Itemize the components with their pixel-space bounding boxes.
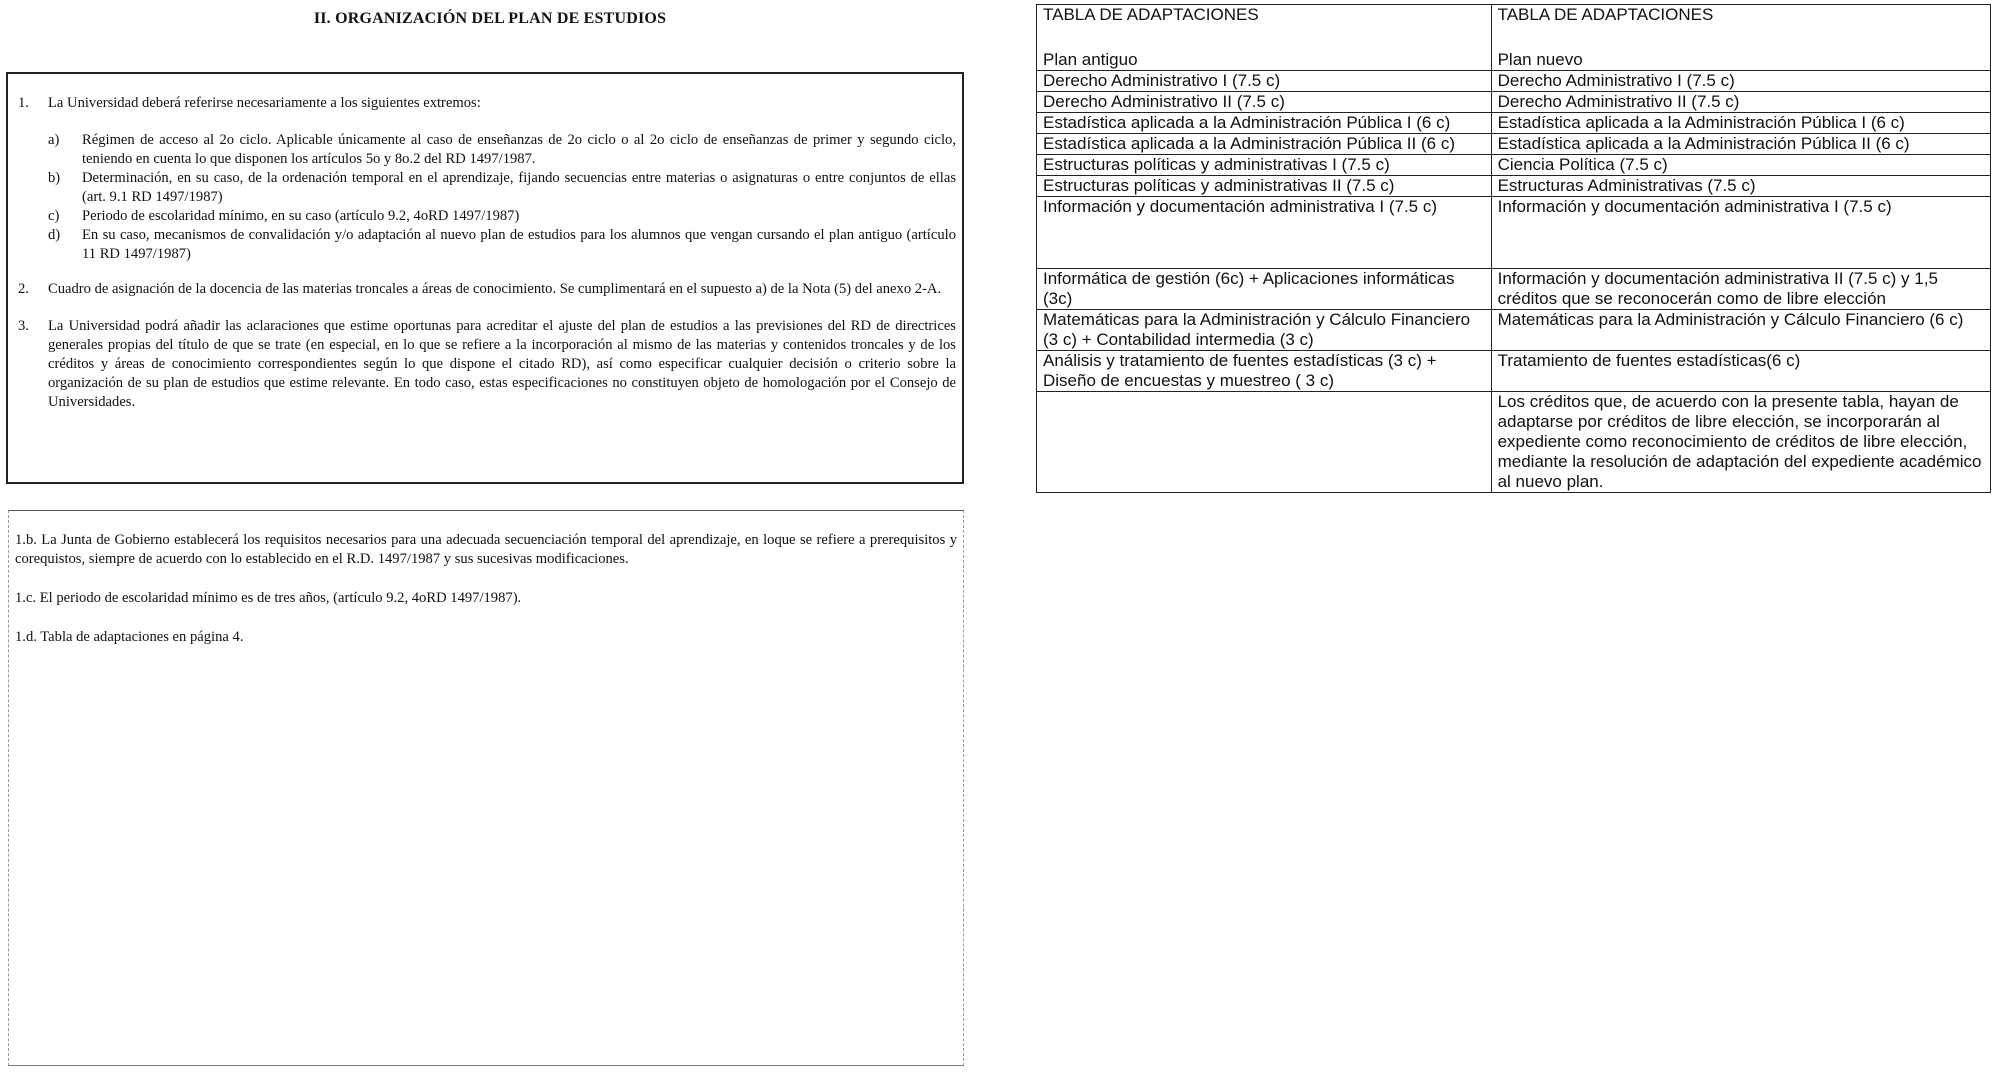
sub-item-d [48,226,956,264]
table-row [1037,197,1991,269]
table-row [1037,269,1991,310]
table-header-row [1037,5,1991,71]
note-1c: 1.c. El periodo de escolaridad mínimo es de tres años, (artículo 9.2, 4oRD 1497/1987). [15,590,522,606]
sub-item-b [48,169,956,207]
note-1d: 1.d. Tabla de adaptaciones en página 4. [15,629,244,645]
cell-old [1037,392,1492,493]
cell-old: Informática de gestión (6c) + Aplicaciones informáticas (3c) [1037,269,1492,310]
table-row [1037,113,1991,134]
cell-new: Derecho Administrativo II (7.5 c) [1491,92,1990,113]
sub-letter: c) [48,208,60,224]
organization-notes-box [8,510,964,1066]
sub-letter: a) [48,132,60,148]
adaptation-table [1036,4,1991,493]
cell-old: Matemáticas para la Administración y Cálculo Financiero (3 c) + Contabilidad intermedia (3 c) [1037,310,1492,351]
table-row [1037,155,1991,176]
item-text: La Universidad podrá añadir las aclaraciones que estime oportunas para acreditar el ajuste del plan de estudios a las previsiones del RD de directrices generales propias del título de que se trate (en especial, en lo que se refiere a la incorporación al mismo de las materias y contenidos troncales y de los créditos y áreas de conocimiento correspondientes según lo que dispone el citado RD), así como especificar cualquier decisión o criterio sobre la organización de su plan de estudios que estime relevante. En todo caso, estas especificaciones no constituyen objeto de homologación por el Consejo de Universidades. [48,318,956,410]
cell-new: Estadística aplicada a la Administración Pública I (6 c) [1491,113,1990,134]
header-subtitle: Plan antiguo [1043,50,1138,69]
header-title: TABLA DE ADAPTACIONES [1043,5,1259,24]
sub-item-c [48,207,956,226]
instruction-item-2 [18,280,956,299]
item-number: 1. [18,95,29,111]
table-row [1037,92,1991,113]
instruction-item-3 [18,317,956,412]
cell-old: Análisis y tratamiento de fuentes estadísticas (3 c) + Diseño de encuestas y muestreo ( 3 c) [1037,351,1492,392]
table-row [1037,351,1991,392]
cell-new: Derecho Administrativo I (7.5 c) [1491,71,1990,92]
note-1b: 1.b. La Junta de Gobierno establecerá los requisitos necesarios para una adecuada secuenciación temporal del aprendizaje, en loque se refiere a prerequisitos y corequistos, siempre de acuerdo con lo establecido en el R.D. 1497/1987 y sus sucesivas modificaciones. [15,532,957,567]
table-row [1037,71,1991,92]
cell-old: Derecho Administrativo II (7.5 c) [1037,92,1492,113]
cell-old: Derecho Administrativo I (7.5 c) [1037,71,1492,92]
header-subtitle: Plan nuevo [1497,50,1583,69]
cell-old: Información y documentación administrativa I (7.5 c) [1037,197,1492,269]
sub-text: Periodo de escolaridad mínimo, en su caso (artículo 9.2, 4oRD 1497/1987) [82,208,520,224]
header-cell-old [1037,5,1492,71]
item-text: Cuadro de asignación de la docencia de las materias troncales a áreas de conocimiento. Se cumplimentará en el supuesto a) de la Nota (5) del anexo 2-A. [48,281,942,297]
sub-letter: b) [48,170,61,186]
item-text: La Universidad deberá referirse necesariamente a los siguientes extremos: [48,95,481,111]
cell-new: Estadística aplicada a la Administración Pública II (6 c) [1491,134,1990,155]
sub-letter: d) [48,227,61,243]
instructions-box [6,72,964,484]
cell-new: Tratamiento de fuentes estadísticas(6 c) [1491,351,1990,392]
item-number: 3. [18,318,29,334]
cell-old: Estadística aplicada a la Administración Pública II (6 c) [1037,134,1492,155]
cell-old: Estadística aplicada a la Administración Pública I (6 c) [1037,113,1492,134]
cell-new: Información y documentación administrativa II (7.5 c) y 1,5 créditos que se reconocerán como de libre elección [1491,269,1990,310]
item-number: 2. [18,281,29,297]
cell-old: Estructuras políticas y administrativas II (7.5 c) [1037,176,1492,197]
table-row [1037,310,1991,351]
header-cell-new [1491,5,1990,71]
cell-new: Matemáticas para la Administración y Cálculo Financiero (6 c) [1491,310,1990,351]
page-title: II. ORGANIZACIÓN DEL PLAN DE ESTUDIOS [313,10,667,27]
sub-list [48,131,956,264]
instruction-item-1 [18,94,956,113]
sub-text: Determinación, en su caso, de la ordenación temporal en el aprendizaje, fijando secuencias entre materias o asignaturas o entre conjuntos de ellas (art. 9.1 RD 1497/1987) [82,170,956,205]
sub-text: Régimen de acceso al 2o ciclo. Aplicable únicamente al caso de enseñanzas de 2o ciclo o al 2o ciclo de enseñanzas de primer y segundo ciclo, teniendo en cuenta lo que disponen los artículos 5o y 8o.2 del RD 1497/1987. [82,132,956,167]
sub-item-a [48,131,956,169]
sub-text: En su caso, mecanismos de convalidación y/o adaptación al nuevo plan de estudios para los alumnos que vengan cursando el plan antiguo (artículo 11 RD 1497/1987) [82,227,956,262]
header-title: TABLA DE ADAPTACIONES [1497,5,1714,24]
cell-new: Los créditos que, de acuerdo con la presente tabla, hayan de adaptarse por créditos de libre elección, se incorporarán al expediente como reconocimiento de créditos de libre elección, mediante la resolución de adaptación del expediente académico al nuevo plan. [1491,392,1990,493]
cell-old: Estructuras políticas y administrativas I (7.5 c) [1037,155,1492,176]
cell-new: Estructuras Administrativas (7.5 c) [1491,176,1990,197]
table-row [1037,392,1991,493]
table-row [1037,134,1991,155]
table-row [1037,176,1991,197]
cell-new: Información y documentación administrativa I (7.5 c) [1491,197,1990,269]
cell-new: Ciencia Política (7.5 c) [1491,155,1990,176]
